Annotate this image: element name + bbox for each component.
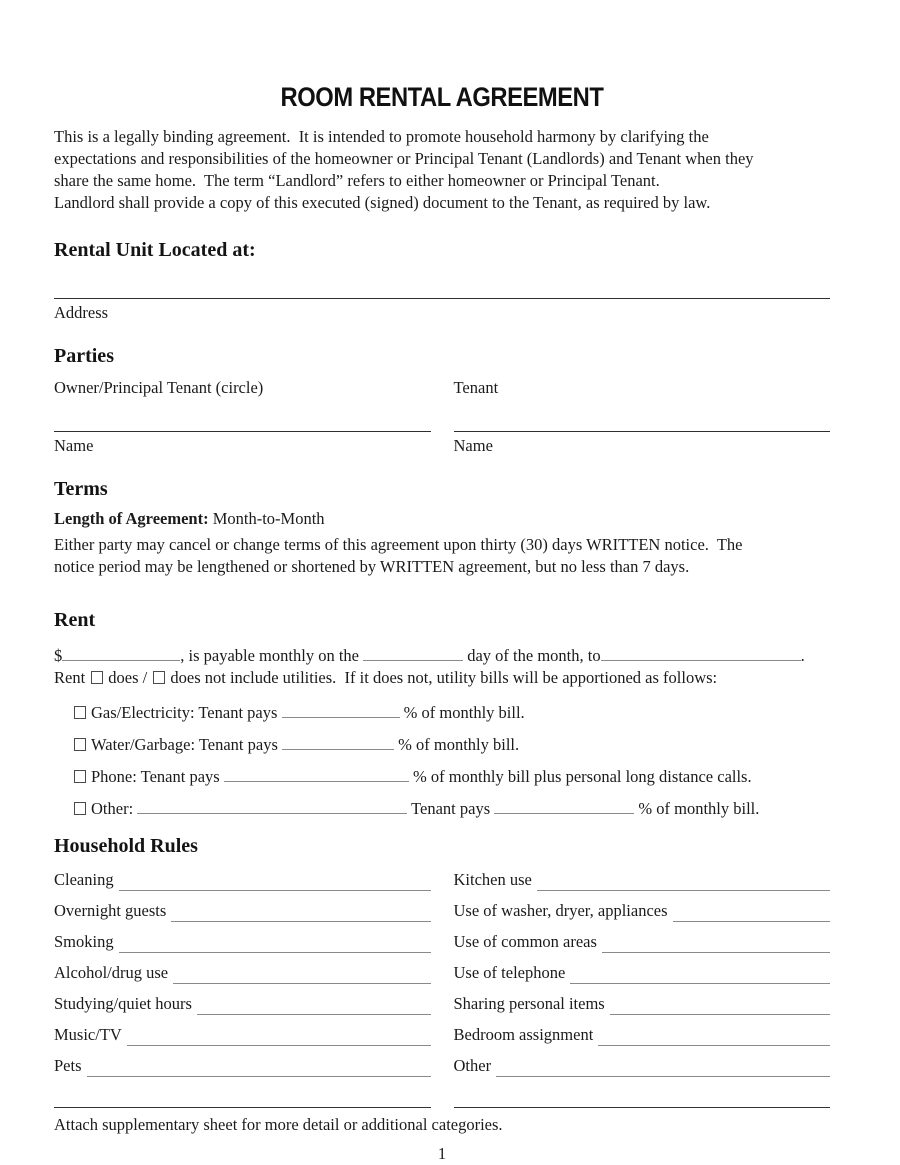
does-not-checkbox[interactable]: [153, 671, 165, 684]
utility-row-other: [72, 798, 830, 819]
address-label: Address: [54, 303, 109, 322]
rule-row-overnight-guests: [54, 901, 431, 922]
owner-name-label: Name: [54, 436, 94, 455]
terms-paragraph: [54, 534, 830, 578]
other-rule-label: Other: [453, 1056, 492, 1075]
rent-day-text: day of the month, to: [463, 646, 601, 665]
pets-label: Pets: [54, 1056, 82, 1075]
intro-line: share the same home. The term “Landlord” refers to either homeowner or Principal Tenant.: [54, 171, 660, 190]
rule-row-studying-quiet-hours: [54, 994, 431, 1015]
rent-amount-input[interactable]: [62, 648, 180, 661]
rule-row-music-tv: [54, 1025, 431, 1046]
phone-label: Phone: Tenant pays: [91, 767, 224, 786]
water-garbage-suffix: % of monthly bill.: [394, 735, 520, 754]
phone-percent-input[interactable]: [224, 769, 409, 782]
rule-row-kitchen-use: [454, 870, 831, 891]
other-utility-mid: Tenant pays: [407, 799, 495, 818]
does-not-option-label: does not include utilities. If it does not, utility bills will be apportioned as follows:: [170, 668, 718, 687]
household-rules-heading: Household Rules: [54, 835, 198, 857]
cleaning-input[interactable]: [119, 877, 431, 891]
terms-heading: Terms: [54, 478, 108, 500]
phone-checkbox[interactable]: [74, 770, 86, 783]
pets-input[interactable]: [87, 1063, 431, 1077]
household-rules-right-column: [454, 870, 831, 1118]
other-utility-checkbox[interactable]: [74, 802, 86, 815]
length-of-agreement-label: Length of Agreement:: [54, 509, 209, 528]
telephone-input[interactable]: [570, 970, 830, 984]
rent-line-period: .: [800, 646, 805, 665]
sharing-personal-items-input[interactable]: [610, 1001, 830, 1015]
kitchen-use-input[interactable]: [537, 877, 830, 891]
terms-line: Either party may cancel or change terms of this agreement upon thirty (30) days WRITTEN notice. The: [54, 535, 743, 554]
owner-principal-tenant-label[interactable]: Owner/Principal Tenant (circle): [54, 378, 264, 397]
common-areas-input[interactable]: [602, 939, 830, 953]
common-areas-label: Use of common areas: [453, 932, 597, 951]
length-of-agreement: [54, 508, 830, 530]
utilities-separator: /: [138, 668, 152, 687]
bedroom-assignment-input[interactable]: [598, 1032, 830, 1046]
rule-row-extra-right: [454, 1087, 831, 1108]
studying-quiet-hours-input[interactable]: [197, 1001, 431, 1015]
utility-row-phone: [72, 766, 830, 787]
other-utility-description-input[interactable]: [137, 801, 407, 814]
alcohol-drug-use-input[interactable]: [173, 970, 430, 984]
page-number: 1: [437, 1144, 447, 1163]
extra-left-input[interactable]: [54, 1094, 431, 1108]
owner-name-input[interactable]: [54, 399, 431, 432]
other-utility-percent-input[interactable]: [494, 801, 634, 814]
overnight-guests-input[interactable]: [171, 908, 430, 922]
rent-payable-text: , is payable monthly on the: [180, 646, 364, 665]
does-option-label: does: [108, 668, 139, 687]
rule-row-alcohol-drug-use: [54, 963, 431, 984]
tenant-name-label: Name: [453, 436, 493, 455]
sharing-personal-items-label: Sharing personal items: [453, 994, 605, 1013]
washer-dryer-appliances-label: Use of washer, dryer, appliances: [453, 901, 668, 920]
smoking-input[interactable]: [119, 939, 431, 953]
extra-right-input[interactable]: [454, 1094, 831, 1108]
utility-apportionment-list: [54, 702, 830, 819]
rule-row-sharing-personal-items: [454, 994, 831, 1015]
parties-heading: Parties: [54, 345, 114, 367]
water-garbage-checkbox[interactable]: [74, 738, 86, 751]
household-rules-left-column: [54, 870, 431, 1118]
bedroom-assignment-label: Bedroom assignment: [453, 1025, 594, 1044]
household-rules-grid: [54, 870, 830, 1118]
rent-utilities-line: [54, 667, 830, 689]
rent-amount-line: [54, 645, 830, 667]
washer-dryer-appliances-input[interactable]: [673, 908, 830, 922]
utility-row-water-garbage: [72, 734, 830, 755]
intro-line: Landlord shall provide a copy of this executed (signed) document to the Tenant, as required by law.: [54, 193, 711, 212]
music-tv-input[interactable]: [127, 1032, 431, 1046]
rule-row-cleaning: [54, 870, 431, 891]
length-of-agreement-value: Month-to-Month: [212, 509, 325, 528]
other-rule-input[interactable]: [496, 1063, 830, 1077]
rule-row-bedroom-assignment: [454, 1025, 831, 1046]
water-garbage-percent-input[interactable]: [282, 737, 394, 750]
gas-electricity-label: Gas/Electricity: Tenant pays: [91, 703, 282, 722]
rent-day-input[interactable]: [363, 648, 463, 661]
other-utility-suffix: % of monthly bill.: [634, 799, 760, 818]
phone-suffix: % of monthly bill plus personal long distance calls.: [408, 767, 752, 786]
terms-line: notice period may be lengthened or shortened by WRITTEN agreement, but no less than 7 days.: [54, 557, 690, 576]
smoking-label: Smoking: [54, 932, 114, 951]
rent-payee-input[interactable]: [601, 648, 801, 661]
tenant-label: Tenant: [453, 378, 499, 397]
intro-line: This is a legally binding agreement. It is intended to promote household harmony by clarifying the: [54, 127, 709, 146]
intro-paragraph: [54, 126, 830, 214]
does-checkbox[interactable]: [91, 671, 103, 684]
rule-row-extra-left: [54, 1087, 431, 1108]
rule-row-pets: [54, 1056, 431, 1077]
document-title: ROOM RENTAL AGREEMENT: [280, 82, 604, 112]
rental-unit-heading: Rental Unit Located at:: [54, 239, 256, 261]
water-garbage-label: Water/Garbage: Tenant pays: [91, 735, 283, 754]
rule-row-telephone: [454, 963, 831, 984]
gas-electricity-percent-input[interactable]: [282, 705, 400, 718]
dollar-sign: $: [54, 646, 63, 665]
rule-row-common-areas: [454, 932, 831, 953]
supplementary-footnote: Attach supplementary sheet for more detail or additional categories.: [54, 1115, 503, 1134]
rule-row-washer-dryer-appliances: [454, 901, 831, 922]
overnight-guests-label: Overnight guests: [54, 901, 167, 920]
rent-utilities-prefix: Rent: [54, 668, 90, 687]
rent-heading: Rent: [54, 609, 96, 631]
address-input[interactable]: [54, 262, 830, 299]
other-utility-label: Other:: [91, 799, 138, 818]
gas-electricity-suffix: % of monthly bill.: [399, 703, 525, 722]
studying-quiet-hours-label: Studying/quiet hours: [54, 994, 192, 1013]
cleaning-label: Cleaning: [54, 870, 114, 889]
rule-row-smoking: [54, 932, 431, 953]
rule-row-other: [454, 1056, 831, 1077]
telephone-label: Use of telephone: [453, 963, 566, 982]
music-tv-label: Music/TV: [54, 1025, 122, 1044]
kitchen-use-label: Kitchen use: [453, 870, 532, 889]
tenant-name-input[interactable]: [454, 399, 831, 432]
gas-electricity-checkbox[interactable]: [74, 706, 86, 719]
utility-row-gas-electricity: [72, 702, 830, 723]
alcohol-drug-use-label: Alcohol/drug use: [54, 963, 169, 982]
intro-line: expectations and responsibilities of the homeowner or Principal Tenant (Landlords) and Tenant when they: [54, 149, 754, 168]
